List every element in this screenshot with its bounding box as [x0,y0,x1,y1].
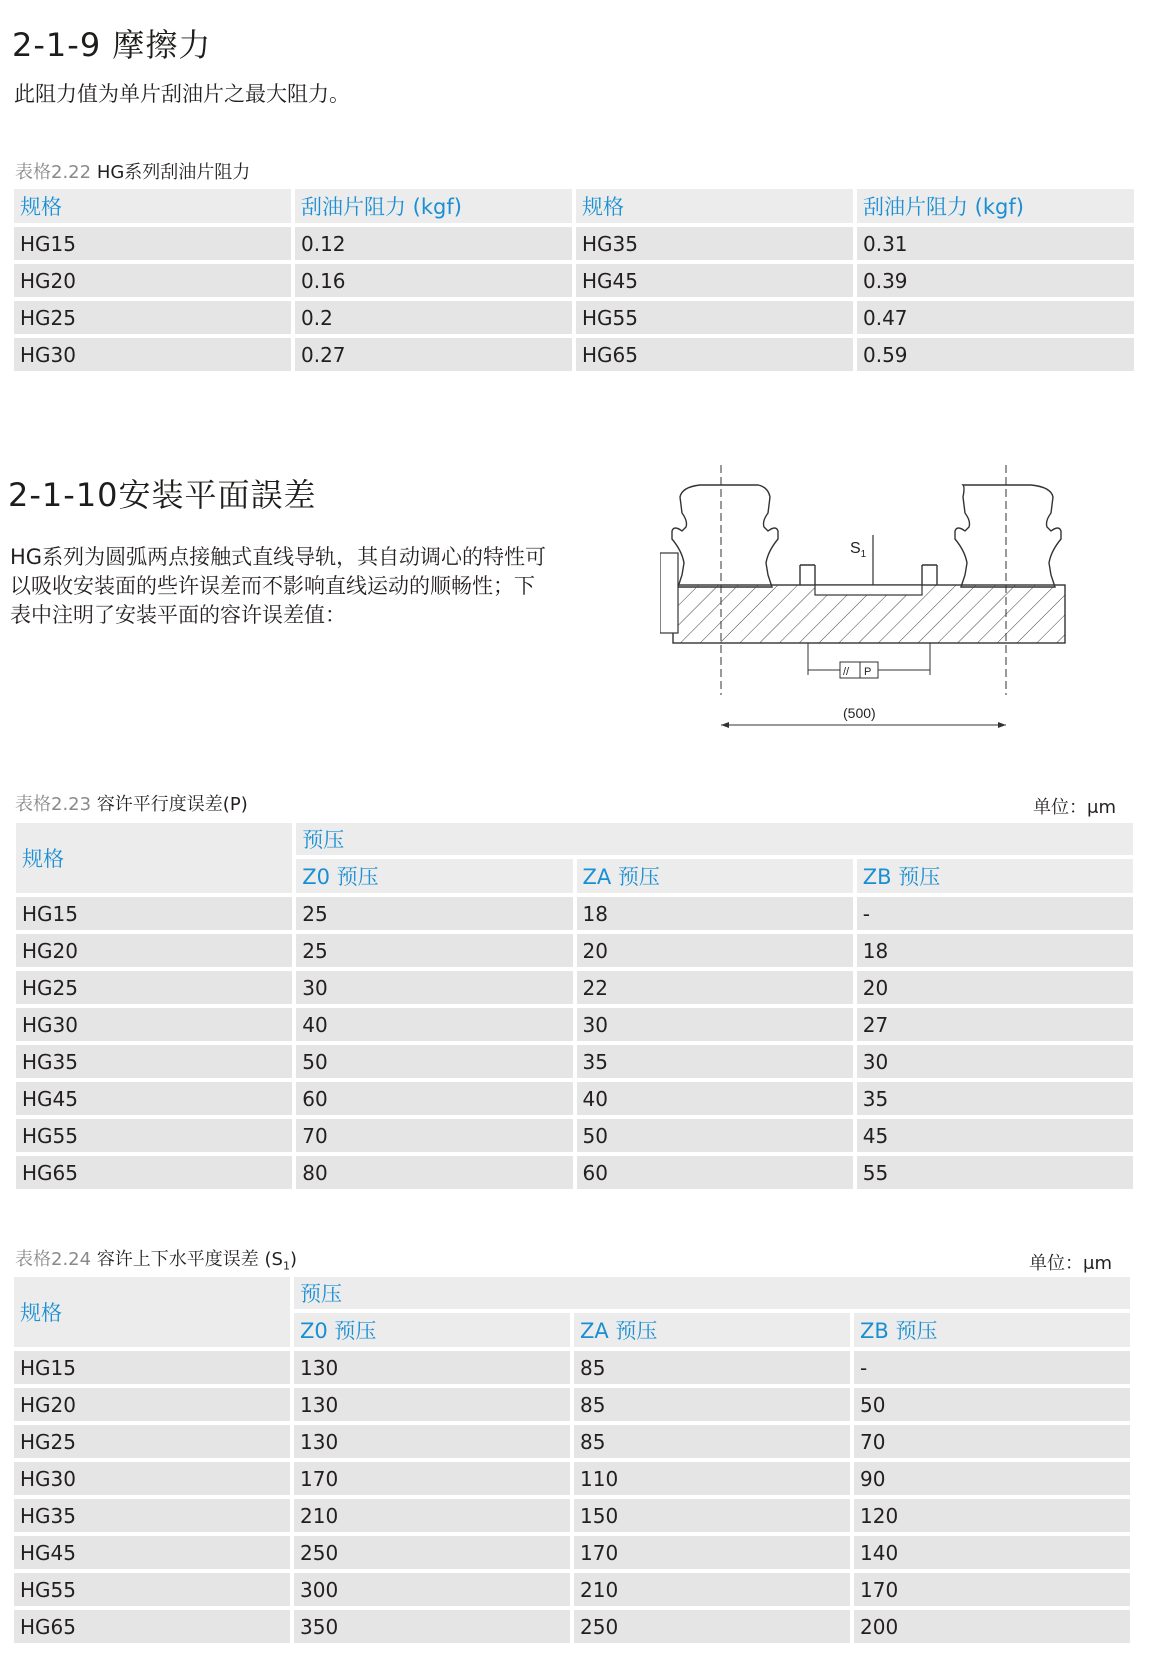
right-rail-profile [955,485,1061,587]
table-cell: 45 [857,1119,1133,1152]
section-title-mounting-error: 2-1-10安装平面誤差 [8,476,317,514]
table-cell: 250 [574,1610,850,1643]
table-cell: 170 [854,1573,1130,1606]
caption-text: 容许平行度误差(P) [96,794,248,815]
table-cell: HG20 [16,934,292,967]
table-cell: HG45 [14,1536,290,1569]
table-row [14,1610,1130,1643]
table-cell: HG55 [16,1119,292,1152]
table-cell: 50 [577,1119,853,1152]
header-z0: Z0 预压 [296,859,572,893]
table-row [16,897,1133,930]
table-cell: 70 [854,1425,1130,1458]
table-cell: HG30 [14,1462,290,1495]
table-cell: 130 [294,1351,570,1384]
left-rail-profile [672,485,778,587]
header-spec: 规格 [14,189,291,223]
header-resistance: 刮油片阻力 (kgf) [857,189,1134,223]
table-row [16,1156,1133,1189]
table-cell: 0.2 [295,301,572,334]
table-cell: HG25 [14,1425,290,1458]
parallelism-symbol: // [843,666,850,678]
caption-number: 表格2.24 [15,1249,92,1270]
mounting-error-diagram [660,465,1130,735]
header-spec: 规格 [576,189,853,223]
description-line: 以吸收安装面的些许误差而不影响直线运动的顺畅性；下 [10,574,535,598]
table-cell: 120 [854,1499,1130,1532]
table-row [16,1082,1133,1115]
table-cell: HG15 [14,1351,290,1384]
table-row [14,1425,1130,1458]
unit-label: 单位：μm [1029,1253,1112,1274]
table-cell: HG45 [576,264,853,297]
mounting-description [10,543,546,630]
header-zb: ZB 预压 [854,1313,1130,1347]
table-cell: 0.27 [295,338,572,371]
center-recess [815,585,922,595]
table-cell: 50 [854,1388,1130,1421]
table-cell: HG25 [14,301,291,334]
table-cell: 140 [854,1536,1130,1569]
table-cell: 50 [296,1045,572,1078]
table-cell: 210 [294,1499,570,1532]
table-row [14,338,1134,371]
table-cell: 60 [296,1082,572,1115]
table-cell: HG25 [16,971,292,1004]
table-row [14,264,1134,297]
table-row [14,1462,1130,1495]
table-cell: 130 [294,1388,570,1421]
table-cell: HG55 [14,1573,290,1606]
table-cell: HG30 [14,338,291,371]
table-cell: 110 [574,1462,850,1495]
description-line: 表中注明了安装平面的容许误差值： [10,603,346,627]
table-cell: 18 [857,934,1133,967]
table-cell: HG35 [14,1499,290,1532]
header-za: ZA 预压 [577,859,853,893]
header-preload: 预压 [296,823,1133,855]
table-cell: 60 [577,1156,853,1189]
table-cell: 0.16 [295,264,572,297]
table-cell: 85 [574,1351,850,1384]
table-cell: 210 [574,1573,850,1606]
table-cell: 0.59 [857,338,1134,371]
table-row [16,1119,1133,1152]
header-preload: 预压 [294,1277,1130,1309]
table-cell: 350 [294,1610,570,1643]
table-row [16,934,1133,967]
table-cell: 170 [574,1536,850,1569]
table-2-22 [10,185,1138,375]
table-cell: 300 [294,1573,570,1606]
table-2-24-caption [15,1245,297,1273]
table-cell: 0.31 [857,227,1134,260]
table-cell: 85 [574,1425,850,1458]
table-row [16,1008,1133,1041]
table-cell: 130 [294,1425,570,1458]
table-cell: 55 [857,1156,1133,1189]
table-2-24 [10,1273,1134,1647]
table-cell: HG15 [14,227,291,260]
table-cell: 18 [577,897,853,930]
table-cell: - [854,1351,1130,1384]
table-cell: 0.39 [857,264,1134,297]
table-cell: 80 [296,1156,572,1189]
table-row [16,971,1133,1004]
header-resistance: 刮油片阻力 (kgf) [295,189,572,223]
table-cell: 70 [296,1119,572,1152]
table-cell: 85 [574,1388,850,1421]
table-row [16,1045,1133,1078]
table-cell: 30 [857,1045,1133,1078]
table-cell: HG20 [14,1388,290,1421]
table-cell: 150 [574,1499,850,1532]
table-2-22-caption [15,158,250,184]
description-line: HG系列为圆弧两点接触式直线导轨，其自动调心的特性可 [10,545,547,569]
table-row [14,301,1134,334]
mounting-steps [800,565,937,585]
table-cell: 30 [296,971,572,1004]
header-spec: 规格 [14,1277,290,1347]
caption-number: 表格2.23 [15,794,92,815]
unit-label: 单位：μm [1033,797,1116,818]
table-cell: HG65 [576,338,853,371]
table-2-23-caption [15,790,248,816]
table-cell: 0.47 [857,301,1134,334]
friction-description: 此阻力值为单片刮油片之最大阻力。 [14,82,350,106]
caption-text: HG系列刮油片阻力 [96,162,251,183]
table-row [14,1573,1130,1606]
table-cell: 250 [294,1536,570,1569]
s1-label: $S_1$ [850,540,867,560]
table-cell: 200 [854,1610,1130,1643]
side-block [660,553,678,633]
table-cell: HG45 [16,1082,292,1115]
header-z0: Z0 预压 [294,1313,570,1347]
table-2-23 [12,819,1137,1193]
table-cell: HG65 [16,1156,292,1189]
table-cell: 170 [294,1462,570,1495]
datum-reference: P [864,666,872,678]
table-cell: HG35 [576,227,853,260]
table-row [14,1499,1130,1532]
table-cell: HG35 [16,1045,292,1078]
table-cell: 20 [857,971,1133,1004]
caption-subscript: 1 [282,1259,290,1273]
table-row [14,1536,1130,1569]
table-cell: 0.12 [295,227,572,260]
header-za: ZA 预压 [574,1313,850,1347]
table-cell: 27 [857,1008,1133,1041]
table-cell: 25 [296,897,572,930]
dimension-label: (500) [843,705,876,721]
header-zb: ZB 预压 [857,859,1133,893]
caption-text: 容许上下水平度误差 (S [96,1249,283,1270]
table-cell: 35 [857,1082,1133,1115]
table-row [14,227,1134,260]
table-cell: HG30 [16,1008,292,1041]
table-cell: 30 [577,1008,853,1041]
table-cell: - [857,897,1133,930]
table-cell: 90 [854,1462,1130,1495]
caption-end: ) [289,1249,298,1270]
table-cell: HG65 [14,1610,290,1643]
table-row [14,1351,1130,1384]
table-cell: HG20 [14,264,291,297]
table-cell: 40 [577,1082,853,1115]
table-row [14,1388,1130,1421]
table-cell: 25 [296,934,572,967]
table-cell: 20 [577,934,853,967]
table-cell: 22 [577,971,853,1004]
section-title-friction: 2-1-9 摩擦力 [12,26,212,64]
caption-number: 表格2.22 [15,162,92,183]
header-spec: 规格 [16,823,292,893]
table-cell: 35 [577,1045,853,1078]
table-cell: 40 [296,1008,572,1041]
table-cell: HG15 [16,897,292,930]
table-cell: HG55 [576,301,853,334]
